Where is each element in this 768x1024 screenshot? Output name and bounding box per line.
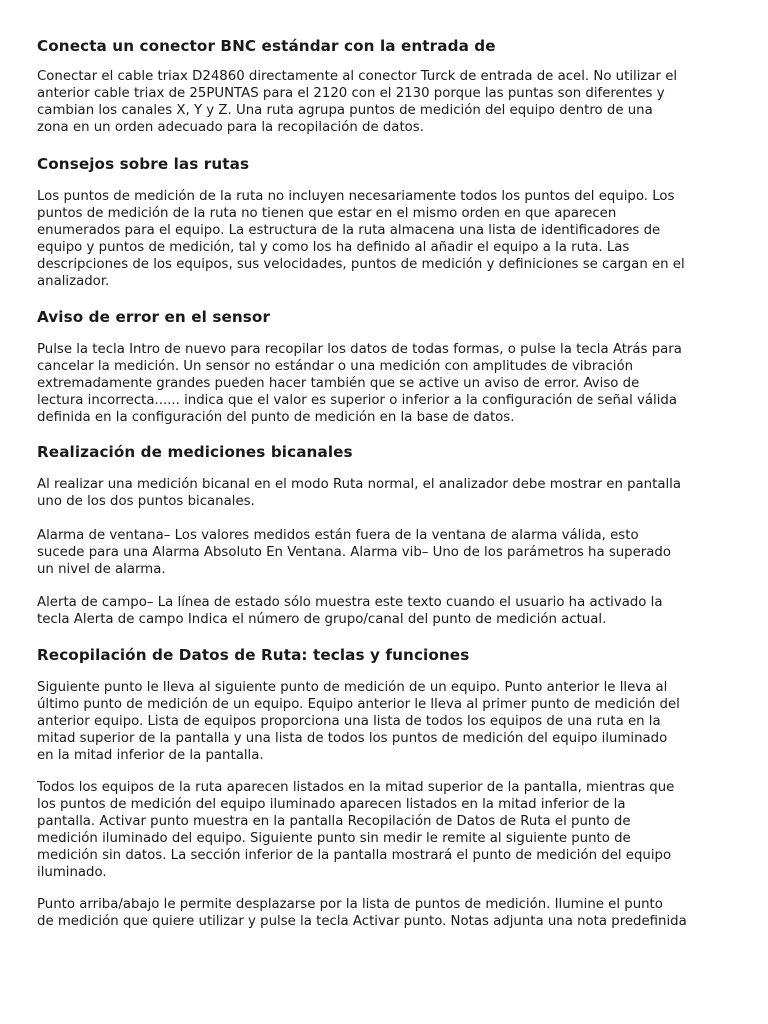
paragraph-field-alert: Alerta de campo– La línea de estado sólo muestra este texto cuando el usuario ha activado la tecla Alerta de campo Indica el número de grupo/canal del punto de medición actual. (37, 595, 663, 627)
paragraph-window-alarm: Alarma de ventana– Los valores medidos están fuera de la ventana de alarma válida, esto sucede para una Alarma Absoluto En Ventana. Alarma vib– Uno de los parámetros ha superado un nivel de alarma. (37, 528, 671, 577)
section-title-sensor-error: Aviso de error en el sensor (37, 308, 271, 326)
section-title-dual-channel: Realización de mediciones bicanales (37, 443, 353, 461)
paragraph-route-tips: Los puntos de medición de la ruta no incluyen necesariamente todos los puntos del equipo. Los puntos de medición de la ruta no tienen que estar en el mismo orden en que aparecen enumerados para el equipo. La estructura de la ruta almacena una lista de identificadores de equipo y puntos de medición, tal y como los ha definido al añadir el equipo a la ruta. Las descripciones de los equipos, sus velocidades, puntos de medición y definiciones se cargan en el analizador. (37, 189, 685, 289)
paragraph-point-up-down: Punto arriba/abajo le permite desplazarse por la lista de puntos de medición. Ilumine el punto de medición que quiere utilizar y pulse la tecla Activar punto. Notas adjunta una nota predefinida (37, 897, 687, 929)
paragraph-equipment-list: Todos los equipos de la ruta aparecen listados en la mitad superior de la pantalla, mientras que los puntos de medición del equipo iluminado aparecen listados en la mitad inferior de la pantalla. Activar punto muestra en la pantalla Recopilación de Datos de Ruta el punto de medición iluminado del equipo. Siguiente punto sin medir le remite al siguiente punto de medición sin datos. La sección inferior de la pantalla mostrará el punto de medición del equipo iluminado. (37, 780, 675, 880)
paragraph-bnc-connector: Conectar el cable triax D24860 directamente al conector Turck de entrada de acel. No utilizar el anterior cable triax de 25PUNTAS para el 2120 con el 2130 porque las puntas son diferentes y cambian los canales X, Y y Z. Una ruta agrupa puntos de medición del equipo dentro de una zona en un orden adecuado para la recopilación de datos. (37, 69, 678, 135)
paragraph-dual-channel-intro: Al realizar una medición bicanal en el modo Ruta normal, el analizador debe mostrar en pantalla uno de los dos puntos bicanales. (37, 477, 682, 509)
section-title-route-data-keys: Recopilación de Datos de Ruta: teclas y funciones (37, 646, 470, 664)
section-title-bnc-connector: Conecta un conector BNC estándar con la entrada de (37, 37, 496, 55)
paragraph-next-point: Siguiente punto le lleva al siguiente punto de medición de un equipo. Punto anterior le lleva al último punto de medición de un equipo. Equipo anterior le lleva al primer punto de medición del anterior equipo. Lista de equipos proporciona una lista de todos los equipos de una ruta en la mitad superior de la pantalla y una lista de todos los puntos de medición del equipo iluminado en la mitad inferior de la pantalla. (37, 680, 680, 763)
paragraph-sensor-error: Pulse la tecla Intro de nuevo para recopilar los datos de todas formas, o pulse la tecla Atrás para cancelar la medición. Un sensor no estándar o una medición con amplitudes de vibración extremadamente grandes pueden hacer también que se active un aviso de error. Aviso de lectura incorrecta...... indica que el valor es superior o inferior a la configuración de señal válida definida en la configuración del punto de medición en la base de datos. (37, 342, 682, 425)
section-title-route-tips: Consejos sobre las rutas (37, 155, 250, 173)
